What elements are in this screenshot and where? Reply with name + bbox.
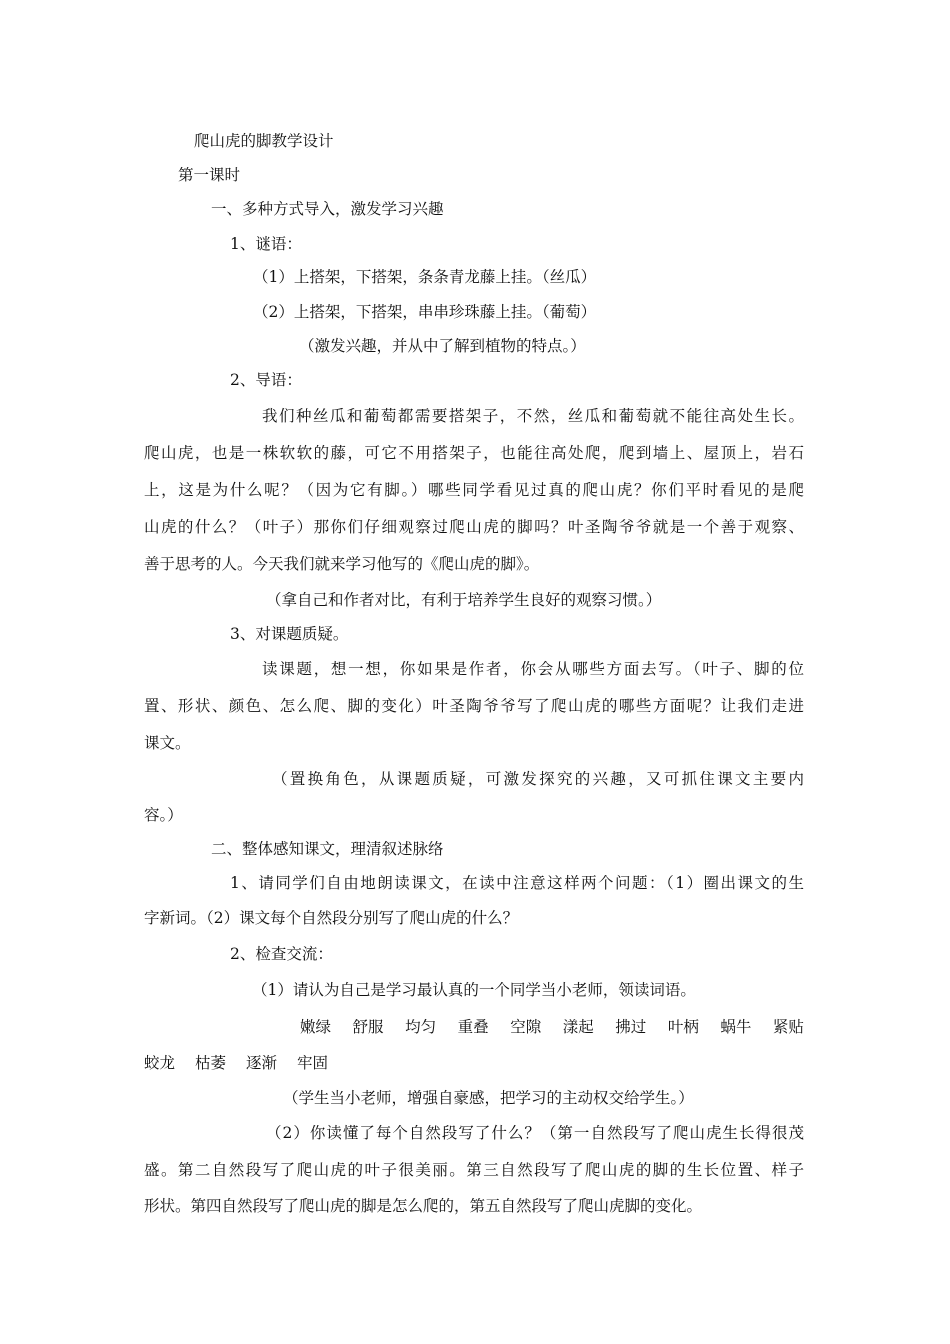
lesson-label: 第一课时	[178, 166, 241, 184]
question-paragraph-line: 课文。	[144, 734, 191, 752]
teaching-note: （置换角色，从课题质疑，可激发探究的兴趣，又可抓住课文主要内	[272, 770, 804, 788]
intro-label: 2、导语：	[230, 371, 302, 389]
intro-paragraph-line: 我们种丝瓜和葡萄都需要搭架子，不然，丝瓜和葡萄就不能往高处生长。	[262, 407, 804, 425]
riddle-2: （2）上搭架，下搭架，串串珍珠藤上挂。（葡萄）	[253, 303, 597, 321]
intro-paragraph-line: 善于思考的人。今天我们就来学习他写的《爬山虎的脚》。	[144, 555, 540, 573]
question-label: 3、对课题质疑。	[230, 625, 349, 643]
vocab-word: 舒服	[352, 1018, 384, 1036]
task-paragraph-line: 字新词。（2）课文每个自然段分别写了爬山虎的什么？	[144, 909, 519, 927]
vocabulary-row	[300, 1017, 804, 1037]
task-paragraph-line: 1、请同学们自由地朗读课文，在读中注意这样两个问题：（1）圈出课文的生	[230, 874, 804, 892]
intro-paragraph-line: 山虎的什么？（叶子）那你们仔细观察过爬山虎的脚吗？叶圣陶爷爷就是一个善于观察、	[144, 518, 804, 536]
vocab-word: 紧贴	[772, 1018, 804, 1036]
teaching-note: （激发兴趣，并从中了解到植物的特点。）	[299, 337, 586, 355]
teaching-note: 容。）	[144, 806, 183, 824]
vocab-word: 逐渐	[246, 1054, 278, 1072]
vocab-word: 拂过	[615, 1018, 647, 1036]
riddle-label: 1、谜语：	[230, 235, 302, 253]
question-paragraph-line: 读课题，想一想，你如果是作者，你会从哪些方面去写。（叶子、脚的位	[262, 660, 804, 678]
vocab-word: 蜗牛	[720, 1018, 752, 1036]
section-2-heading: 二、整体感知课文，理清叙述脉络	[211, 840, 444, 858]
vocab-word: 嫩绿	[300, 1018, 332, 1036]
check-item: （1）请认为自己是学习最认真的一个同学当小老师，领读词语。	[252, 981, 696, 999]
answer-paragraph-line: 盛。第二自然段写了爬山虎的叶子很美丽。第三自然段写了爬山虎的脚的生长位置、样子	[144, 1161, 804, 1179]
vocab-word: 重叠	[457, 1018, 489, 1036]
vocab-word: 空隙	[510, 1018, 542, 1036]
section-1-heading: 一、多种方式导入，激发学习兴趣	[211, 200, 444, 218]
riddle-1: （1）上搭架，下搭架，条条青龙藤上挂。（丝瓜）	[253, 268, 597, 286]
teaching-note: （拿自己和作者对比，有利于培养学生良好的观察习惯。）	[266, 591, 662, 609]
intro-paragraph-line: 上，这是为什么呢？（因为它有脚。）哪些同学看见过真的爬山虎？你们平时看见的是爬	[144, 481, 804, 499]
answer-paragraph-line: （2）你读懂了每个自然段写了什么？（第一自然段写了爬山虎生长得很茂	[266, 1124, 804, 1142]
doc-title: 爬山虎的脚教学设计	[194, 132, 334, 150]
vocab-word: 枯萎	[195, 1054, 227, 1072]
vocab-word: 均匀	[405, 1018, 437, 1036]
check-label: 2、检查交流：	[230, 945, 333, 963]
question-paragraph-line: 置、形状、颜色、怎么爬、脚的变化）叶圣陶爷爷写了爬山虎的哪些方面呢？让我们走进	[144, 697, 804, 715]
answer-paragraph-line: 形状。第四自然段写了爬山虎的脚是怎么爬的，第五自然段写了爬山虎脚的变化。	[144, 1197, 703, 1215]
vocab-word: 漾起	[562, 1018, 594, 1036]
vocab-word: 叶柄	[667, 1018, 699, 1036]
vocabulary-row	[144, 1053, 328, 1073]
vocab-word: 牢固	[297, 1054, 329, 1072]
vocab-word: 蛟龙	[144, 1054, 176, 1072]
intro-paragraph-line: 爬山虎，也是一株软软的藤，可它不用搭架子，也能往高处爬，爬到墙上、屋顶上，岩石	[144, 444, 804, 462]
teaching-note: （学生当小老师，增强自豪感，把学习的主动权交给学生。）	[283, 1089, 694, 1107]
